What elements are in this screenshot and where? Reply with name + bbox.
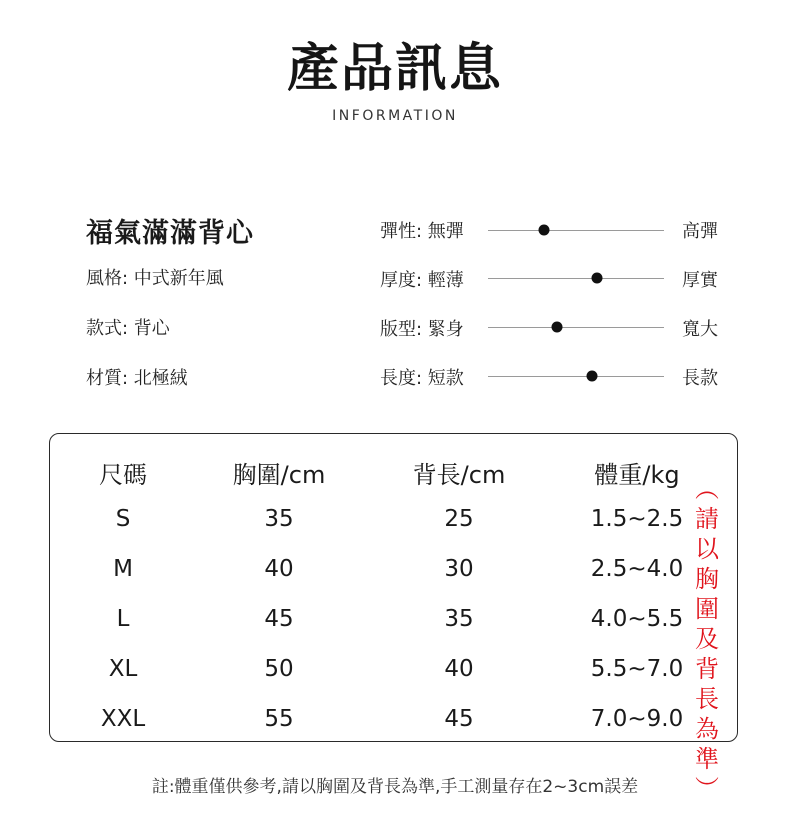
weight-cell: 5.5~7.0 xyxy=(590,656,684,682)
note-char: 背 xyxy=(695,655,719,683)
back-length-cell: 30 xyxy=(444,556,474,582)
note-char: ︶ xyxy=(695,775,719,803)
weight-cell: 1.5~2.5 xyxy=(590,506,684,532)
attribute-track xyxy=(488,278,664,279)
weight-cell: 4.0~5.5 xyxy=(590,606,684,632)
attribute-max-label: 高彈 xyxy=(682,221,718,242)
table-header-size: 尺碼 xyxy=(99,461,147,489)
table-header-chest: 胸圍/cm xyxy=(232,461,326,489)
spec-material: 材質: 北極絨 xyxy=(86,368,188,389)
attribute-max-label: 寬大 xyxy=(682,319,718,340)
note-char: 胸 xyxy=(695,565,719,593)
chest-cell: 45 xyxy=(264,606,294,632)
table-header-back-length: 背長/cm xyxy=(412,461,506,489)
note-char: 以 xyxy=(695,535,719,563)
attribute-level-dot xyxy=(551,322,562,333)
spec-type: 款式: 背心 xyxy=(86,318,170,339)
attribute-track xyxy=(488,376,664,377)
attribute-label: 厚度: 輕薄 xyxy=(380,270,464,291)
size-cell: XXL xyxy=(100,706,146,732)
spec-style: 風格: 中式新年風 xyxy=(86,268,224,289)
back-length-cell: 45 xyxy=(444,706,474,732)
note-char: ︵ xyxy=(695,475,719,503)
back-length-cell: 25 xyxy=(444,506,474,532)
attribute-max-label: 長款 xyxy=(682,368,718,389)
page-subtitle: INFORMATION xyxy=(332,108,458,124)
weight-cell: 7.0~9.0 xyxy=(590,706,684,732)
chest-cell: 50 xyxy=(264,656,294,682)
attribute-max-label: 厚實 xyxy=(682,270,718,291)
attribute-label: 版型: 緊身 xyxy=(380,319,464,340)
note-char: 及 xyxy=(695,625,719,653)
note-char: 為 xyxy=(695,715,719,743)
note-char: 長 xyxy=(695,685,719,713)
size-cell: L xyxy=(116,606,130,632)
attribute-level-dot xyxy=(586,371,597,382)
measurement-note xyxy=(692,474,722,804)
attribute-track xyxy=(488,327,664,328)
size-cell: S xyxy=(115,506,131,532)
chest-cell: 55 xyxy=(264,706,294,732)
weight-cell: 2.5~4.0 xyxy=(590,556,684,582)
note-char: 請 xyxy=(695,505,719,533)
page-title: 產品訊息 xyxy=(286,39,503,99)
size-cell: XL xyxy=(108,656,138,682)
attribute-label: 彈性: 無彈 xyxy=(380,221,464,242)
product-name: 福氣滿滿背心 xyxy=(86,218,254,249)
attribute-track xyxy=(488,230,664,231)
footnote: 註:體重僅供參考,請以胸圍及背長為準,手工測量存在2~3cm誤差 xyxy=(151,777,639,797)
note-char: 圍 xyxy=(695,595,719,623)
chest-cell: 35 xyxy=(264,506,294,532)
back-length-cell: 35 xyxy=(444,606,474,632)
note-char: 準 xyxy=(695,745,719,773)
attribute-level-dot xyxy=(539,225,550,236)
chest-cell: 40 xyxy=(264,556,294,582)
size-cell: M xyxy=(113,556,133,582)
table-header-weight: 體重/kg xyxy=(594,461,680,489)
back-length-cell: 40 xyxy=(444,656,474,682)
attribute-level-dot xyxy=(592,273,603,284)
attribute-label: 長度: 短款 xyxy=(380,368,464,389)
